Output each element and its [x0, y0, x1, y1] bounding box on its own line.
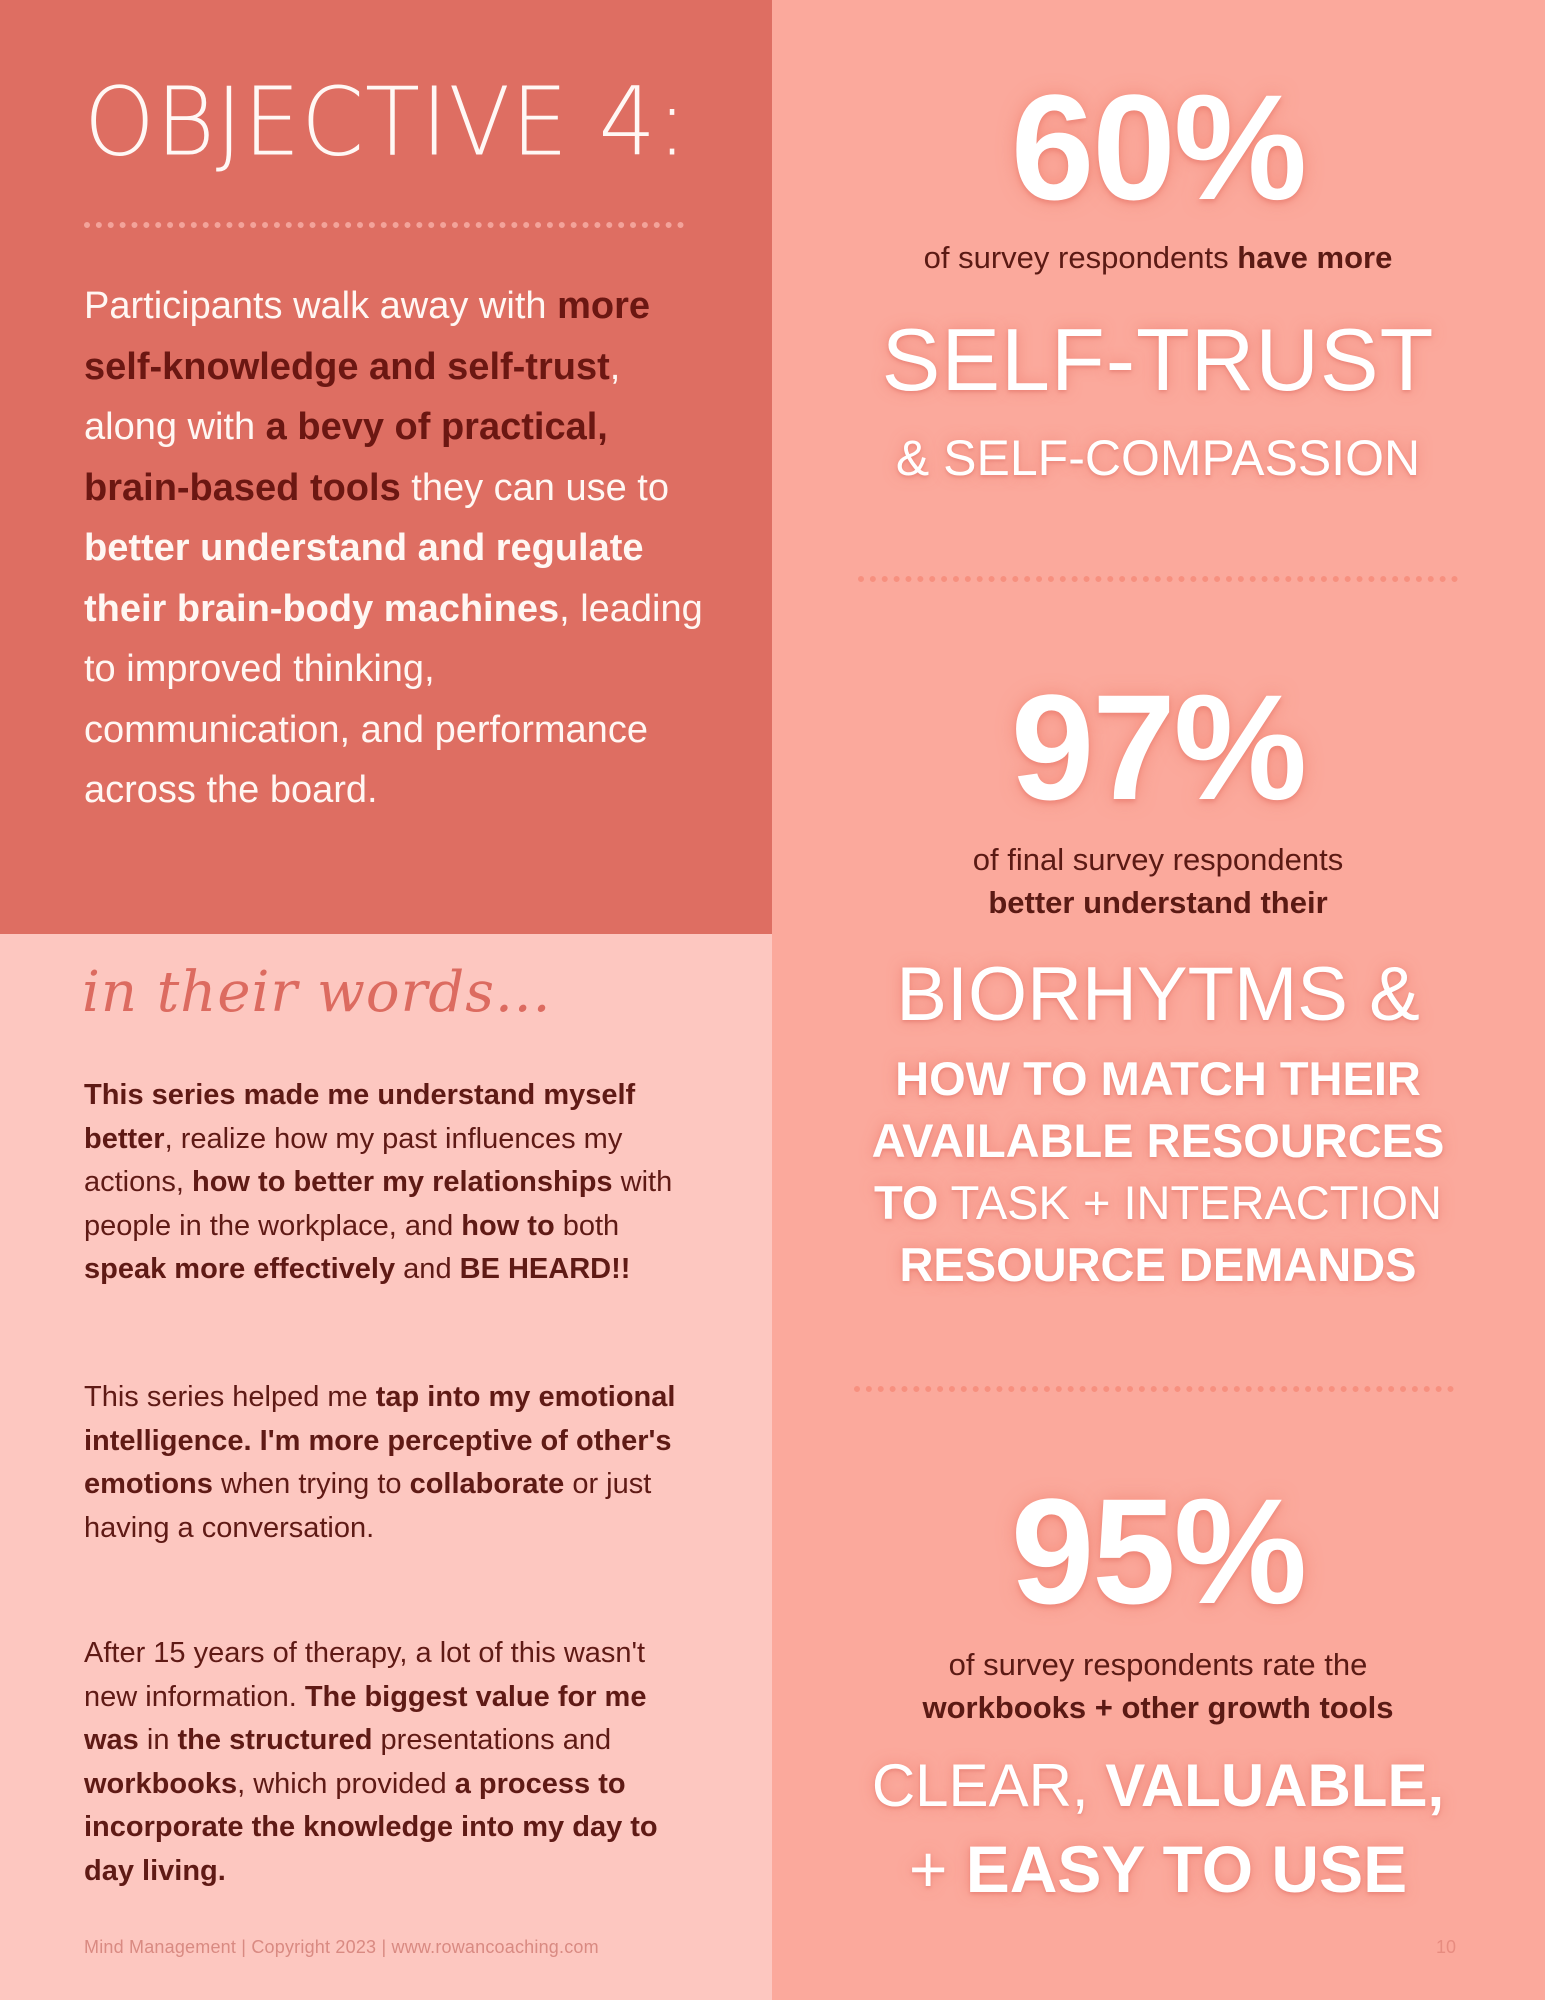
stat-desc-bold: have more [1237, 240, 1393, 275]
page-number: 10 [1436, 1937, 1457, 1957]
objective-highlight: more self-knowledge and self-trust [84, 285, 650, 388]
stat-description: of final survey respondents [972, 842, 1344, 877]
stat-headline-bold: EASY TO USE [965, 1832, 1408, 1906]
stat-block-2 [858, 663, 1458, 831]
quote-bold: a process to incorporate the knowledge into my day to day living. [84, 1767, 658, 1887]
quote-text: in [138, 1724, 178, 1756]
testimonials-heading: in their words... [82, 960, 552, 1025]
quote-bold: the structured [177, 1724, 373, 1756]
objective-title: OBJECTIVE 4: [84, 67, 689, 178]
stat-percent: 97% [1010, 663, 1306, 831]
quote-bold: tap into my emotional intelligence. I'm more perceptive of other's emotions [84, 1381, 676, 1500]
quote-text: when trying to [212, 1468, 410, 1500]
quote-bold: workbooks [84, 1767, 238, 1800]
stat-subheadline-thin: TASK + INTERACTION [938, 1176, 1443, 1229]
dotted-divider [854, 1386, 1454, 1392]
quote-bold: BE HEARD!! [459, 1253, 631, 1285]
stat-subheadline: AVAILABLE RESOURCES [871, 1114, 1445, 1167]
stat-subheadline-bold: TO [873, 1176, 939, 1229]
quote-bold: how to [461, 1209, 555, 1242]
stat-description: of survey respondents rate the [948, 1647, 1368, 1682]
quote-text: , realize how my past influences my actions, [84, 1122, 623, 1198]
footer-text: Mind Management | Copyright 2023 | www.rowancoaching.com [84, 1937, 599, 1957]
stat-desc-text: of survey respondents [923, 240, 1238, 275]
quote-text: or just having a conversation. [84, 1468, 652, 1544]
stat-subheadline: HOW TO MATCH THEIR [895, 1052, 1421, 1105]
quote-bold: collaborate [409, 1468, 565, 1500]
objective-text: , leading to improved thinking, communication, and performance across the board. [84, 587, 703, 811]
objective-text: , along with [84, 345, 621, 448]
quote-bold: speak more effectively [84, 1253, 396, 1285]
quote-text: presentations and [372, 1724, 612, 1756]
quote-text: and [395, 1253, 460, 1285]
quote-text: After 15 years of therapy, a lot of this wasn't new information. [84, 1637, 646, 1713]
testimonial-quote [84, 1632, 704, 1893]
testimonial-quote [84, 1074, 704, 1292]
stat-percent: 60% [1010, 63, 1306, 231]
objective-body [84, 276, 704, 821]
objective-text: Participants walk away with [84, 285, 558, 327]
stat-headline [858, 1830, 1458, 1908]
stat-headline: BIORHYTMS & [896, 952, 1420, 1037]
stat-headline-thin: + [908, 1832, 966, 1906]
stat-subheadline: RESOURCE DEMANDS [899, 1238, 1417, 1291]
stat-block-1 [858, 63, 1458, 231]
testimonial-quote [84, 1376, 704, 1550]
stat-headline-bold: VALUABLE, [1105, 1752, 1445, 1819]
stat-headline: SELF-TRUST [881, 310, 1435, 409]
quote-bold: The biggest value for me was [84, 1680, 647, 1756]
stat-subheadline: & SELF-COMPASSION [895, 430, 1421, 486]
stat-description-bold: workbooks + other growth tools [922, 1690, 1394, 1725]
quote-text: both [554, 1209, 620, 1242]
quote-bold: This series made me understand myself better [84, 1079, 636, 1155]
stat-description [858, 236, 1458, 280]
objective-text: they can use to [400, 466, 670, 509]
stat-headline-thin: CLEAR, [871, 1752, 1106, 1819]
stat-subheadline [858, 1172, 1458, 1234]
quote-text: , which provided [237, 1767, 455, 1800]
objective-highlight: better understand and regulate their brain-body machines [84, 527, 644, 630]
dotted-divider [858, 576, 1458, 582]
dotted-divider [84, 222, 684, 228]
stat-headline [858, 1750, 1458, 1822]
objective-highlight: a bevy of practical, brain-based tools [84, 406, 608, 509]
stat-description-bold: better understand their [988, 885, 1328, 920]
quote-text: with people in the workplace, and [84, 1166, 673, 1242]
quote-text: This series helped me [84, 1381, 376, 1413]
stat-percent: 95% [1010, 1467, 1306, 1635]
quote-bold: how to better my relationships [192, 1166, 613, 1198]
stat-block-3 [858, 1467, 1458, 1635]
